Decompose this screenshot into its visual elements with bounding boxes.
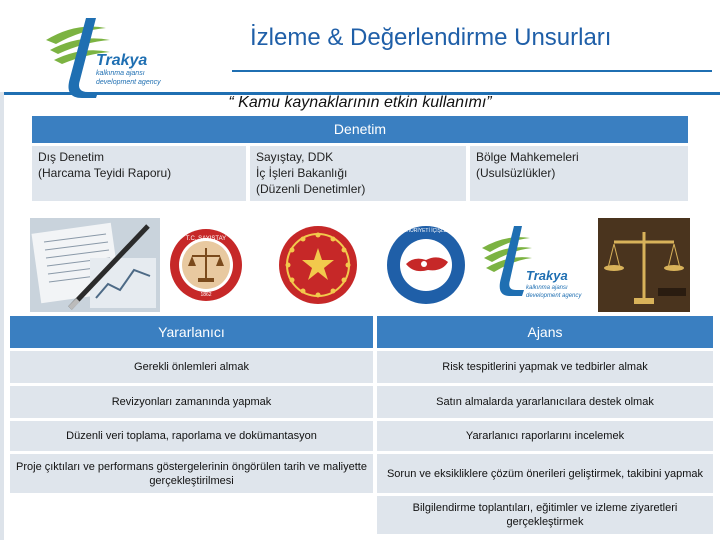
icisleri-emblem [372, 218, 480, 312]
table-header-ajans: Ajans [377, 316, 713, 348]
table-cell-ajans: Satın almalarda yararlanıcılara destek olmak [377, 386, 713, 418]
denetim-header: Denetim [32, 116, 688, 143]
table-cell-yararlanici: Düzenli veri toplama, raporlama ve dokümantasyon [10, 421, 373, 451]
table-cell-yararlanici-empty [10, 496, 373, 534]
table-cell-ajans: Sorun ve eksikliklere çözüm önerileri geliştirmek, takibini yapmak [377, 454, 713, 493]
table-header-yararlanici: Yararlanıcı [10, 316, 373, 348]
document-pen-photo [30, 218, 160, 312]
table-cell-yararlanici: Gerekli önlemleri almak [10, 351, 373, 383]
logo-name: Trakya [96, 52, 148, 69]
quote-subtitle: “ Kamu kaynaklarının etkin kullanımı” [228, 94, 492, 111]
denetim-cell-mahkeme [470, 146, 688, 201]
icisleri-text: TÜRKİYE CUMHURİYETİ İÇİŞLERİ BAKANLIĞI [372, 228, 480, 234]
page-title: İzleme & Değerlendirme Unsurları [250, 24, 612, 51]
logo-subtitle-tr: kalkınma ajansı [96, 70, 145, 77]
sayistay-emblem [168, 218, 244, 312]
table-cell-ajans: Bilgilendirme toplantıları, eğitimler ve izleme ziyaretleri gerçekleştirmek [377, 496, 713, 534]
table-cell-ajans: Risk tespitlerini yapmak ve tedbirler almak [377, 351, 713, 383]
table-cell-yararlanici: Revizyonları zamanında yapmak [10, 386, 373, 418]
trakya-logo [36, 12, 186, 104]
sayistay-text: T.C. SAYIŞTAY [185, 236, 227, 242]
left-edge-bar [0, 92, 4, 540]
presidency-emblem [276, 218, 360, 312]
logo-subtitle-en: development agency [96, 79, 161, 86]
denetim-cell-text: Dış Denetim (Harcama Teyidi Raporu) [38, 150, 172, 180]
trakya-logo-small [476, 218, 596, 312]
trakya-small-sub1: kalkınma ajansı [526, 285, 568, 291]
header-rule [232, 70, 712, 72]
justice-scale-photo [598, 218, 690, 312]
denetim-cell-dis [32, 146, 246, 201]
trakya-small-sub2: development agency [526, 293, 582, 299]
denetim-cell-text: Sayıştay, DDK İç İşleri Bakanlığı (Düzenli Denetimler) [256, 150, 366, 196]
sayistay-year: 1862 [200, 292, 212, 298]
denetim-cell-sayistay [250, 146, 466, 201]
denetim-cell-text: Bölge Mahkemeleri (Usulsüzlükler) [476, 150, 579, 180]
table-cell-ajans: Yararlanıcı raporlarını incelemek [377, 421, 713, 451]
table-cell-yararlanici: Proje çıktıları ve performans göstergelerinin öngörülen tarih ve maliyette gerçekleştirilmesi [10, 454, 373, 493]
trakya-small-name: Trakya [526, 268, 568, 283]
